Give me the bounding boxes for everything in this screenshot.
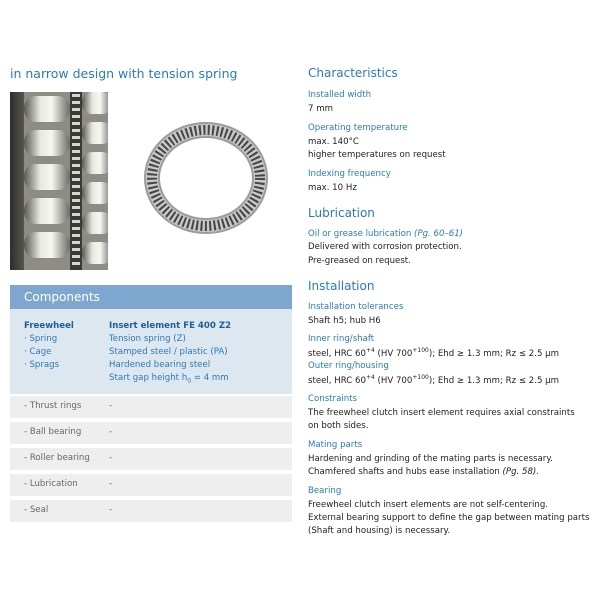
outer-a: steel, HRC 60 — [308, 375, 366, 386]
bearing-line-1: Freewheel clutch insert elements are not self-centering. — [308, 500, 549, 510]
mating-parts-label: Mating parts — [308, 440, 363, 450]
spring-value: Tension spring (Z) — [109, 334, 186, 344]
installed-width-label: Installed width — [308, 90, 372, 100]
gap-suffix: = 4 mm — [191, 373, 229, 383]
component-row-label: - Ball bearing — [24, 427, 82, 437]
lubrication-line-1: Delivered with corrosion protection. — [308, 242, 462, 252]
insert-title: Insert element FE 400 Z2 — [109, 321, 232, 331]
lubrication-line-2: Pre-greased on request. — [308, 256, 411, 266]
sprag-closeup-photo — [10, 92, 108, 270]
spring-label: · Spring — [24, 334, 58, 344]
tolerances-value: Shaft h5; hub H6 — [308, 316, 381, 326]
inner-ring-label: Inner ring/shaft — [308, 334, 375, 344]
lubrication-label-text: Oil or grease lubrication — [308, 229, 415, 239]
installed-width-value: 7 mm — [308, 104, 333, 114]
component-row-value: - — [109, 401, 113, 411]
inner-sup: +4 — [365, 347, 375, 354]
gap-sub: 0 — [187, 377, 192, 385]
mating-parts-line-2 — [308, 467, 539, 477]
characteristics-title: Characteristics — [308, 66, 398, 80]
component-row-value: - — [109, 505, 113, 515]
constraints-label: Constraints — [308, 394, 358, 404]
mating-parts-line-1: Hardening and grinding of the mating parts is necessary. — [308, 454, 553, 464]
inner-ring-value — [308, 347, 559, 359]
cage-value: Stamped steel / plastic (PA) — [109, 347, 228, 357]
components-header: Components — [10, 285, 292, 309]
mating-page-ref: (Pg. 58). — [502, 467, 540, 477]
component-row — [10, 396, 292, 418]
inner-c: ); Ehd ≥ 1.3 mm; Rz ≤ 2.5 µm — [428, 348, 559, 359]
bearing-label: Bearing — [308, 486, 342, 496]
installation-title: Installation — [308, 279, 375, 293]
component-row — [10, 448, 292, 470]
outer-c: ); Ehd ≥ 1.3 mm; Rz ≤ 2.5 µm — [428, 375, 559, 386]
bearing-line-3: (Shaft and housing) is necessary. — [308, 526, 451, 536]
component-row-label: - Seal — [24, 505, 49, 515]
freewheel-ring-photo — [110, 92, 292, 270]
outer-sup2: +100 — [412, 374, 429, 381]
freewheel-label: Freewheel — [24, 321, 74, 331]
freewheel-ring-image — [110, 92, 292, 270]
operating-temperature-label: Operating temperature — [308, 123, 408, 133]
component-row — [10, 422, 292, 444]
component-row — [10, 474, 292, 496]
indexing-frequency-value: max. 10 Hz — [308, 183, 357, 193]
outer-sup: +4 — [365, 374, 375, 381]
product-subtitle: in narrow design with tension spring — [10, 66, 238, 81]
inner-sup2: +100 — [412, 347, 429, 354]
outer-b: (HV 700 — [374, 375, 413, 386]
lubrication-title: Lubrication — [308, 206, 375, 220]
tolerances-label: Installation tolerances — [308, 302, 404, 312]
inner-a: steel, HRC 60 — [308, 348, 366, 359]
sprag-closeup-image — [10, 92, 108, 270]
component-row-value: - — [109, 427, 113, 437]
lubrication-page-ref: (Pg. 60–61) — [414, 229, 464, 239]
gap-prefix: Start gap height h — [109, 373, 188, 383]
sprags-label: · Sprags — [24, 360, 60, 370]
component-row-label: - Roller bearing — [24, 453, 90, 463]
gap-height-value — [109, 372, 229, 388]
component-row-label: - Thrust rings — [24, 401, 82, 411]
outer-ring-value — [308, 374, 559, 386]
component-row-value: - — [109, 453, 113, 463]
operating-temperature-note: higher temperatures on request — [308, 150, 446, 160]
outer-ring-label: Outer ring/housing — [308, 361, 389, 371]
constraints-line-1: The freewheel clutch insert element requires axial constraints — [308, 408, 575, 418]
cage-label: · Cage — [24, 347, 52, 357]
sprags-value: Hardened bearing steel — [109, 360, 211, 370]
operating-temperature-value: max. 140°C — [308, 137, 359, 147]
inner-b: (HV 700 — [374, 348, 413, 359]
component-row — [10, 500, 292, 522]
indexing-frequency-label: Indexing frequency — [308, 169, 391, 179]
component-row-value: - — [109, 479, 113, 489]
lubrication-label — [308, 229, 463, 239]
constraints-line-2: on both sides. — [308, 421, 369, 431]
component-row-label: - Lubrication — [24, 479, 78, 489]
mating-line-2-text: Chamfered shafts and hubs ease installation — [308, 467, 503, 477]
components-table — [10, 309, 292, 394]
bearing-line-2: External bearing support to define the gap between mating parts — [308, 513, 590, 523]
